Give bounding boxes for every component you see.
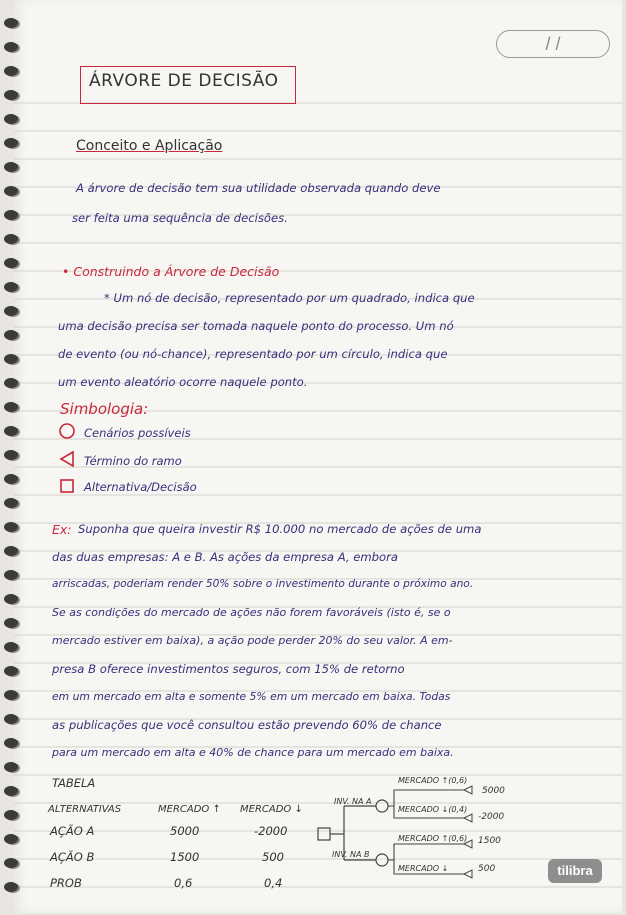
table-row-a-label: AÇÃO A	[50, 824, 95, 838]
table-row-prob-label: PROB	[50, 876, 82, 890]
chance-node-b	[376, 854, 388, 866]
construct-line-2: uma decisão precisa ser tomada naquele ponto do processo. Um nó	[58, 319, 454, 333]
construct-line-3: de evento (ou nó-chance), representado por um círculo, indica que	[58, 347, 448, 361]
table-row-prob-down: 0,4	[264, 876, 283, 890]
tree-leaf-1-label: MERCADO ↑(0,6)	[398, 776, 468, 785]
tree-leaf-4-value: 500	[478, 864, 496, 874]
tree-branch-a: INV. NA A	[334, 797, 372, 806]
table-row-b-label: AÇÃO B	[50, 850, 95, 864]
table-title: TABELA	[52, 776, 96, 790]
circle-icon	[58, 422, 76, 440]
intro-line-2: ser feita uma sequência de decisões.	[72, 211, 288, 225]
tree-leaf-3-label: MERCADO ↑(0,6)	[398, 834, 468, 843]
symbol-label-square: Alternativa/Decisão	[84, 480, 197, 494]
table-row-prob-up: 0,6	[174, 876, 193, 890]
table-row-b-up: 1500	[170, 850, 200, 864]
table-row-a-down: -2000	[254, 824, 288, 838]
symbol-label-triangle: Término do ramo	[84, 454, 182, 468]
tree-leaf-4-label: MERCADO ↓	[398, 864, 449, 873]
tree-leaf-2-value: -2000	[478, 812, 505, 822]
table-header-alternativas: ALTERNATIVAS	[48, 804, 122, 815]
table-row-a-up: 5000	[170, 824, 200, 838]
table-header-mercado-baixa: MERCADO ↓	[240, 804, 303, 815]
decision-node	[318, 828, 330, 840]
subtitle: Conceito e Aplicação	[76, 138, 223, 154]
table-header-mercado-alta: MERCADO ↑	[158, 804, 221, 815]
example-prefix: Ex:	[52, 522, 72, 537]
triangle-icon	[58, 450, 76, 468]
tree-leaf-2-label: MERCADO ↓(0,4)	[398, 805, 468, 814]
tree-leaf-1-value: 5000	[482, 786, 505, 796]
simbologia-heading: Simbologia:	[60, 400, 149, 418]
example-line-5: mercado estiver em baixa), a ação pode perder 20% do seu valor. A em-	[52, 634, 453, 647]
example-line-3: arriscadas, poderiam render 50% sobre o investimento durante o próximo ano.	[52, 578, 474, 590]
table-row-b-down: 500	[262, 850, 284, 864]
construct-line-1: * Um nó de decisão, representado por um quadrado, indica que	[104, 291, 475, 305]
chance-node-a	[376, 800, 388, 812]
example-line-1: Suponha que queira investir R$ 10.000 no mercado de ações de uma	[78, 522, 482, 536]
intro-line-1: A árvore de decisão tem sua utilidade observada quando deve	[76, 181, 441, 195]
construct-line-4: um evento aleatório ocorre naquele ponto.	[58, 375, 308, 389]
example-line-8: as publicações que você consultou estão prevendo 60% de chance	[52, 718, 442, 732]
notebook-page	[14, 0, 622, 913]
construct-heading: • Construindo a Árvore de Decisão	[62, 264, 280, 279]
date-field: / /	[496, 30, 610, 58]
page-title: ÁRVORE DE DECISÃO	[80, 66, 296, 104]
tree-branch-b: INV. NA B	[332, 850, 370, 859]
symbol-label-circle: Cenários possíveis	[84, 426, 191, 440]
example-line-4: Se as condições do mercado de ações não forem favoráveis (isto é, se o	[52, 606, 451, 619]
tree-leaf-3-value: 1500	[478, 836, 501, 846]
example-line-2: das duas empresas: A e B. As ações da empresa A, embora	[52, 550, 398, 564]
tilibra-logo: tilibra	[548, 859, 602, 883]
example-line-7: em um mercado em alta e somente 5% em um mercado em baixa. Todas	[52, 690, 451, 703]
square-icon	[58, 477, 76, 495]
example-line-9: para um mercado em alta e 40% de chance para um mercado em baixa.	[52, 746, 454, 759]
example-line-6: presa B oferece investimentos seguros, com 15% de retorno	[52, 662, 405, 676]
spiral-binding	[0, 0, 22, 915]
